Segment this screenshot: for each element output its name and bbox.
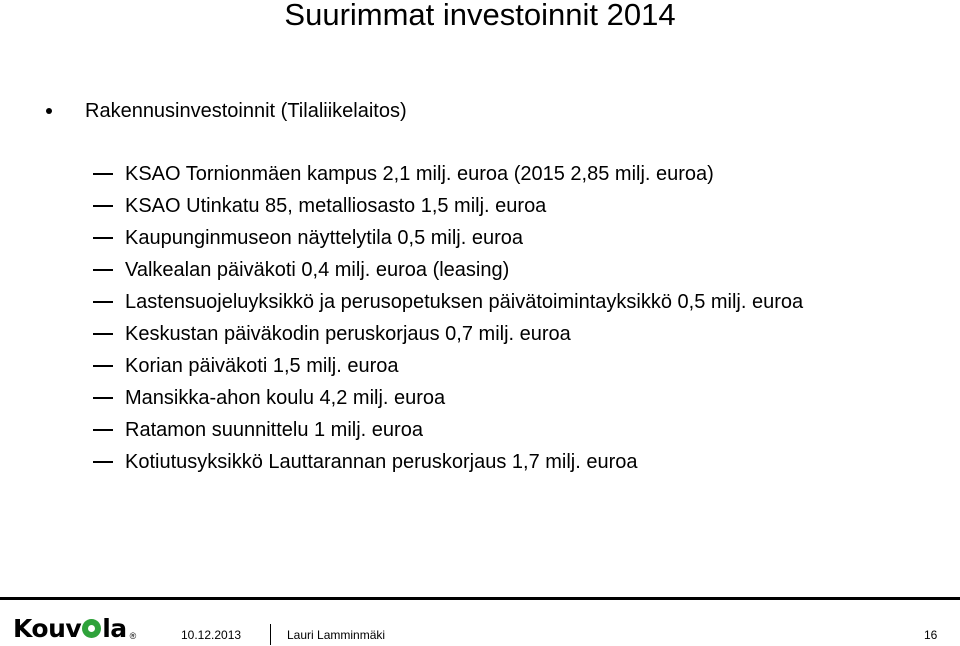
- list-item-label: Ratamon suunnittelu 1 milj. euroa: [125, 419, 423, 441]
- list-item: [93, 414, 803, 446]
- footer-separator: [270, 624, 271, 645]
- bullet-dot-icon: [46, 108, 52, 114]
- list-item-label: Kaupunginmuseon näyttelytila 0,5 milj. euroa: [125, 227, 524, 249]
- dash-icon: [93, 461, 113, 463]
- dash-icon: [93, 365, 113, 367]
- list-item: [93, 254, 803, 286]
- dash-icon: [93, 397, 113, 399]
- dash-icon: [93, 237, 113, 239]
- logo-o-icon: [82, 619, 101, 638]
- dash-icon: [93, 429, 113, 431]
- main-bullet: [46, 97, 407, 125]
- list-item: [93, 158, 803, 190]
- footer-divider: [0, 597, 960, 600]
- slide-title: Suurimmat investoinnit 2014: [284, 0, 676, 32]
- list-item: [93, 446, 803, 478]
- list-item-label: KSAO Tornionmäen kampus 2,1 milj. euroa (2015 2,85 milj. euroa): [125, 163, 714, 185]
- registered-mark: ®: [129, 631, 137, 641]
- list-item: [93, 318, 803, 350]
- dash-icon: [93, 205, 113, 207]
- footer-date: 10.12.2013: [181, 628, 242, 642]
- logo-wordmark: [13, 615, 127, 643]
- list-item-label: Kotiutusyksikkö Lauttarannan peruskorjaus 1,7 milj. euroa: [125, 451, 638, 473]
- list-item: [93, 286, 803, 318]
- list-item: [93, 382, 803, 414]
- list-item-label: Valkealan päiväkoti 0,4 milj. euroa (leasing): [125, 259, 510, 281]
- investment-list: [93, 158, 803, 478]
- list-item-label: Lastensuojeluyksikkö ja perusopetuksen päivätoimintayksikkö 0,5 milj. euroa: [125, 291, 804, 313]
- list-item-label: KSAO Utinkatu 85, metalliosasto 1,5 milj. euroa: [125, 195, 547, 217]
- dash-icon: [93, 301, 113, 303]
- page-number: 16: [924, 628, 938, 642]
- dash-icon: [93, 173, 113, 175]
- kouvola-logo: [13, 613, 136, 643]
- dash-icon: [93, 333, 113, 335]
- list-item: [93, 190, 803, 222]
- list-item-label: Mansikka-ahon koulu 4,2 milj. euroa: [125, 387, 446, 409]
- footer-author: Lauri Lamminmäki: [287, 628, 386, 642]
- list-item: [93, 350, 803, 382]
- main-bullet-label: Rakennusinvestoinnit (Tilaliikelaitos): [85, 100, 407, 122]
- dash-icon: [93, 269, 113, 271]
- list-item-label: Keskustan päiväkodin peruskorjaus 0,7 milj. euroa: [125, 323, 571, 345]
- list-item-label: Korian päiväkoti 1,5 milj. euroa: [125, 355, 399, 377]
- logo-text-start: Kouv: [13, 614, 82, 643]
- logo-text-end: la: [102, 614, 127, 643]
- list-item: [93, 222, 803, 254]
